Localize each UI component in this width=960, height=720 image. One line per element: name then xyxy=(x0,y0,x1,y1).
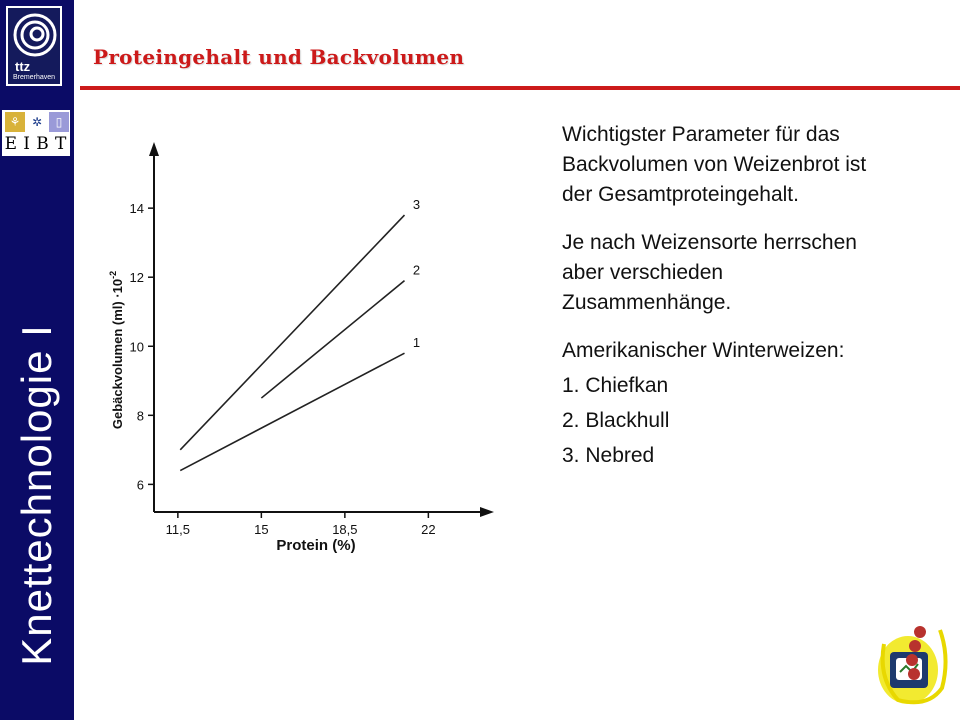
eibt-letter: E xyxy=(4,134,19,154)
series-line-2 xyxy=(261,281,404,398)
x-axis-arrow xyxy=(480,507,494,517)
text-line: Backvolumen von Weizenbrot ist xyxy=(562,153,867,176)
ttz-logo-subtitle: Bremerhaven xyxy=(13,74,56,81)
variety-list xyxy=(562,336,952,471)
page-title: Proteingehalt und Backvolumen xyxy=(93,45,465,69)
chart-svg xyxy=(92,120,512,565)
series-label-1: 1 xyxy=(412,335,421,351)
eibt-letters xyxy=(2,134,70,154)
list-item: 3. Nebred xyxy=(562,444,655,467)
explanation-text xyxy=(562,120,952,489)
gear-icon: ✲ xyxy=(27,112,47,132)
text-line: Wichtigster Parameter für das xyxy=(562,123,840,146)
dough-logo-icon xyxy=(868,608,952,708)
list-item: 1. Chiefkan xyxy=(562,374,669,397)
eibt-letter: T xyxy=(55,134,68,154)
y-tick-label: 12 xyxy=(129,270,144,286)
eibt-logo xyxy=(2,110,70,156)
swirl-icon xyxy=(13,12,57,58)
vertical-course-title: Knettechnologie I xyxy=(13,324,60,666)
ttz-logo xyxy=(6,6,62,86)
eibt-letter: B xyxy=(36,134,50,154)
paragraph-protein xyxy=(562,120,952,210)
sidebar xyxy=(0,0,74,720)
text-line: aber verschieden xyxy=(562,261,724,284)
series-line-3 xyxy=(180,215,404,450)
x-axis-label: Protein (%) xyxy=(276,537,356,554)
y-tick-label: 8 xyxy=(136,408,144,424)
corner-logo xyxy=(868,608,952,713)
text-line: der Gesamtproteingehalt. xyxy=(562,183,799,206)
flask-icon: ▯ xyxy=(49,112,69,132)
protein-volume-chart xyxy=(92,120,512,570)
series-label-3: 3 xyxy=(412,197,421,213)
ttz-logo-name: ttz xyxy=(15,59,31,74)
y-tick-label: 14 xyxy=(129,201,144,217)
text-line: Je nach Weizensorte herrschen xyxy=(562,231,857,254)
x-tick-label: 22 xyxy=(421,522,436,537)
y-tick-label: 10 xyxy=(129,339,144,355)
series-line-1 xyxy=(180,353,404,470)
y-tick-label: 6 xyxy=(136,477,144,493)
paragraph-varieties xyxy=(562,228,952,318)
grain-icon: ⚘ xyxy=(5,112,25,132)
list-heading: Amerikanischer Winterweizen: xyxy=(562,339,845,362)
x-tick-label: 11,5 xyxy=(165,522,191,537)
y-axis-label: Gebäckvolumen $(ml) \cdot 10^{-2}$ xyxy=(108,270,125,430)
text-line: Zusammenhänge. xyxy=(562,291,732,314)
eibt-letter: I xyxy=(23,134,32,154)
series-label-2: 2 xyxy=(412,262,421,278)
list-item: 2. Blackhull xyxy=(562,409,670,432)
title-divider xyxy=(80,86,960,90)
y-axis-arrow xyxy=(149,142,159,156)
x-tick-label: 18,5 xyxy=(332,522,358,537)
x-tick-label: 15 xyxy=(254,522,269,537)
